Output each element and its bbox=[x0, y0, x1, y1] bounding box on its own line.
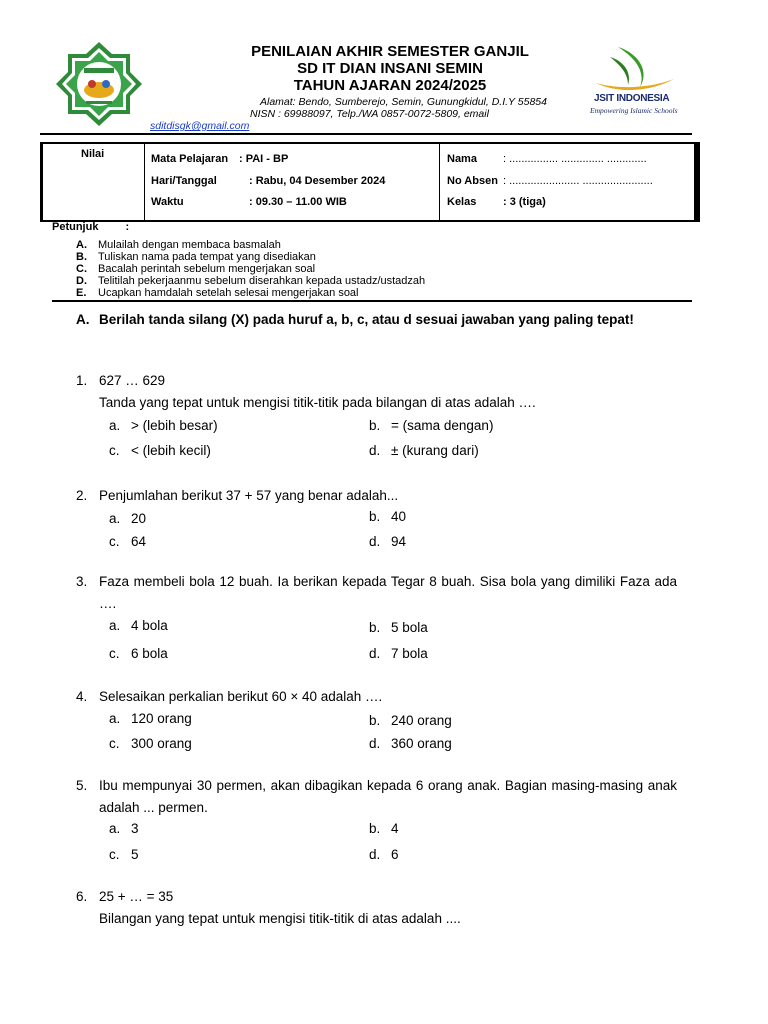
header-divider bbox=[40, 133, 692, 135]
option-letter: d. bbox=[369, 646, 381, 661]
answer-option[interactable] bbox=[109, 618, 168, 633]
question-number: 6. bbox=[76, 889, 88, 904]
option-letter: d. bbox=[369, 847, 381, 862]
option-text: = (sama dengan) bbox=[391, 418, 494, 433]
option-text: 3 bbox=[131, 821, 139, 836]
exam-title: PENILAIAN AKHIR SEMESTER GANJIL bbox=[251, 43, 529, 60]
option-text: 120 orang bbox=[131, 711, 192, 726]
answer-option[interactable] bbox=[369, 736, 452, 751]
section-letter: A. bbox=[76, 312, 90, 327]
school-name: SD IT DIAN INSANI SEMIN bbox=[297, 60, 483, 77]
option-text: 20 bbox=[131, 511, 147, 526]
answer-option[interactable] bbox=[369, 620, 428, 635]
option-text: 64 bbox=[131, 534, 147, 549]
option-letter: c. bbox=[109, 847, 120, 862]
option-letter: a. bbox=[109, 711, 121, 726]
question-text: 627 … 629 bbox=[99, 373, 166, 388]
answer-option[interactable] bbox=[369, 646, 428, 661]
instruction-letter: B. bbox=[76, 251, 87, 263]
question-text: Penjumlahan berikut 37 + 57 yang benar adalah... bbox=[99, 488, 399, 503]
question-number: 1. bbox=[76, 373, 88, 388]
instruction-letter: A. bbox=[76, 239, 87, 251]
answer-option[interactable] bbox=[109, 418, 218, 433]
instruction-text: Ucapkan hamdalah setelah selesai mengerjakan soal bbox=[98, 287, 359, 299]
option-letter: c. bbox=[109, 534, 120, 549]
option-text: 7 bola bbox=[391, 646, 428, 661]
instructions-label: Petunjuk bbox=[52, 221, 99, 233]
option-text: > (lebih besar) bbox=[131, 418, 218, 433]
question-number: 2. bbox=[76, 488, 88, 503]
name-field[interactable]: : ................ .............. ............. bbox=[503, 153, 647, 165]
option-text: 6 bola bbox=[131, 646, 168, 661]
school-contact: NISN : 69988097, Telp./WA 0857-0072-5809, email bbox=[250, 108, 489, 120]
academic-year: TAHUN AJARAN 2024/2025 bbox=[293, 77, 487, 94]
instruction-text: Mulailah dengan membaca basmalah bbox=[98, 239, 281, 251]
question-number: 4. bbox=[76, 689, 88, 704]
option-letter: c. bbox=[109, 736, 120, 751]
date-label: Hari/Tanggal bbox=[151, 175, 217, 187]
question-number: 3. bbox=[76, 574, 88, 589]
student-identity-table bbox=[40, 142, 700, 222]
school-email-link[interactable]: sditdisgk@gmail.com bbox=[150, 120, 250, 132]
option-text: 6 bbox=[391, 847, 399, 862]
name-label: Nama bbox=[447, 153, 477, 165]
answer-option[interactable] bbox=[369, 418, 493, 433]
question-text: 25 + … = 35 bbox=[99, 889, 174, 904]
jsit-logo bbox=[588, 43, 680, 121]
time-value: : 09.30 – 11.00 WIB bbox=[249, 196, 347, 208]
jsit-logo-tagline: Empowering Islamic Schools bbox=[590, 106, 678, 115]
question-number: 5. bbox=[76, 778, 88, 793]
option-text: 300 orang bbox=[131, 736, 192, 751]
answer-option[interactable] bbox=[109, 736, 192, 751]
answer-option[interactable] bbox=[109, 847, 139, 862]
option-letter: c. bbox=[109, 443, 120, 458]
school-address: Alamat: Bendo, Sumberejo, Semin, Gunungkidul, D.I.Y 55854 bbox=[260, 96, 547, 108]
question-text: Ibu mempunyai 30 permen, akan dibagikan kepada 6 orang anak. Bagian masing-masing anak adalah ... permen. bbox=[99, 778, 677, 815]
instructions-colon: : bbox=[125, 221, 130, 233]
answer-option[interactable] bbox=[369, 443, 479, 458]
date-value: : Rabu, 04 Desember 2024 bbox=[249, 175, 386, 187]
answer-option[interactable] bbox=[109, 511, 146, 526]
class-label: Kelas bbox=[447, 196, 477, 208]
instructions-divider bbox=[52, 300, 692, 302]
answer-option[interactable] bbox=[369, 713, 452, 728]
option-text: ± (kurang dari) bbox=[391, 443, 479, 458]
answer-option[interactable] bbox=[109, 646, 168, 661]
option-text: < (lebih kecil) bbox=[131, 443, 211, 458]
option-letter: b. bbox=[369, 821, 381, 836]
option-text: 240 orang bbox=[391, 713, 452, 728]
question-text: Faza membeli bola 12 buah. Ia berikan kepada Tegar 8 buah. Sisa bola yang dimiliki Faza ada …. bbox=[99, 574, 677, 611]
option-text: 94 bbox=[391, 534, 407, 549]
class-value: : 3 (tiga) bbox=[503, 196, 546, 208]
time-label: Waktu bbox=[151, 196, 184, 208]
subject-label: Mata Pelajaran bbox=[151, 153, 229, 165]
answer-option[interactable] bbox=[109, 711, 192, 726]
option-letter: b. bbox=[369, 509, 381, 524]
absence-no-field[interactable]: : ....................... ....................... bbox=[503, 175, 653, 187]
option-text: 4 bola bbox=[131, 618, 168, 633]
option-letter: a. bbox=[109, 418, 121, 433]
option-letter: c. bbox=[109, 646, 120, 661]
subject-value: : PAI - BP bbox=[239, 153, 289, 165]
answer-option[interactable] bbox=[109, 534, 146, 549]
option-letter: a. bbox=[109, 618, 121, 633]
option-letter: d. bbox=[369, 736, 381, 751]
option-text: 5 bola bbox=[391, 620, 428, 635]
answer-option[interactable] bbox=[369, 534, 406, 549]
option-letter: b. bbox=[369, 620, 381, 635]
answer-option[interactable] bbox=[369, 821, 399, 836]
instruction-text: Tuliskan nama pada tempat yang disediakan bbox=[98, 251, 316, 263]
instructions-heading bbox=[52, 221, 129, 233]
section-instruction: Berilah tanda silang (X) pada huruf a, b, c, atau d sesuai jawaban yang paling tepat! bbox=[99, 312, 634, 327]
answer-option[interactable] bbox=[109, 821, 139, 836]
absence-no-label: No Absen bbox=[447, 175, 498, 187]
instruction-text: Telitilah pekerjaanmu sebelum diserahkan kepada ustadz/ustadzah bbox=[98, 275, 426, 287]
option-letter: d. bbox=[369, 443, 381, 458]
instruction-letter: D. bbox=[76, 275, 87, 287]
option-text: 5 bbox=[131, 847, 139, 862]
option-letter: b. bbox=[369, 418, 381, 433]
answer-option[interactable] bbox=[369, 509, 406, 524]
instruction-item bbox=[76, 288, 359, 300]
jsit-logo-text: JSIT INDONESIA bbox=[594, 93, 670, 104]
question-text: Tanda yang tepat untuk mengisi titik-titik pada bilangan di atas adalah …. bbox=[99, 395, 536, 410]
option-letter: a. bbox=[109, 821, 121, 836]
option-text: 360 orang bbox=[391, 736, 452, 751]
option-text: 4 bbox=[391, 821, 399, 836]
answer-option[interactable] bbox=[109, 443, 211, 458]
answer-option[interactable] bbox=[369, 847, 399, 862]
nilai-label: Nilai bbox=[81, 148, 105, 160]
option-letter: a. bbox=[109, 511, 121, 526]
option-letter: b. bbox=[369, 713, 381, 728]
instruction-letter: E. bbox=[76, 287, 87, 299]
option-text: 40 bbox=[391, 509, 407, 524]
question-text: Selesaikan perkalian berikut 60 × 40 adalah …. bbox=[99, 689, 383, 704]
option-letter: d. bbox=[369, 534, 381, 549]
instruction-text: Bacalah perintah sebelum mengerjakan soal bbox=[98, 263, 316, 275]
instruction-letter: C. bbox=[76, 263, 87, 275]
question-text: Bilangan yang tepat untuk mengisi titik-titik di atas adalah .... bbox=[99, 911, 461, 926]
